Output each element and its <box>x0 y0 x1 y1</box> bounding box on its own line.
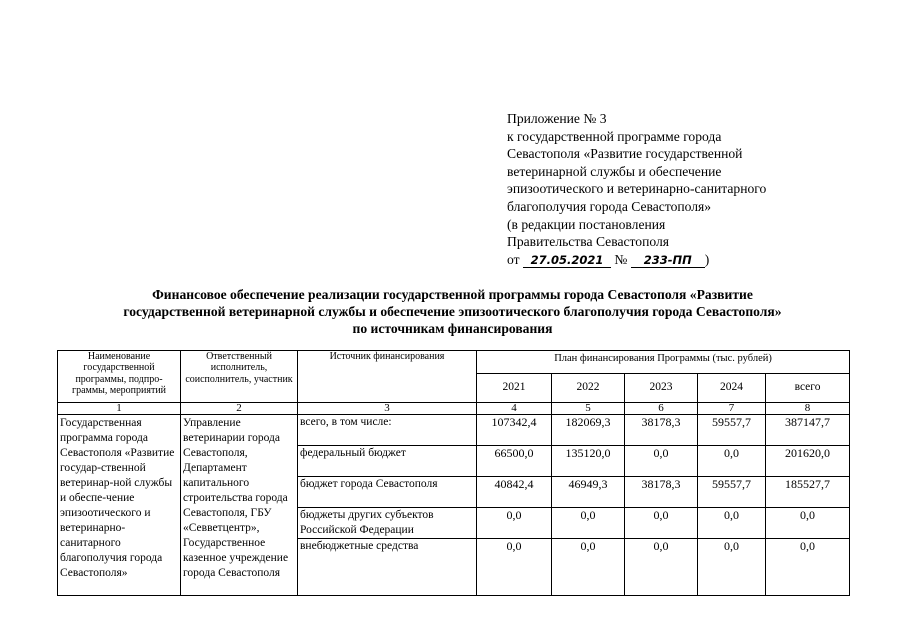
value-cell: 0,0 <box>698 539 766 596</box>
appendix-line: благополучия города Севастополя» <box>507 198 712 214</box>
value-cell: 0,0 <box>477 539 552 596</box>
year-cell: всего <box>766 374 850 403</box>
year-cell: 2021 <box>477 374 552 403</box>
column-number: 8 <box>766 403 850 415</box>
year-cell: 2024 <box>698 374 766 403</box>
column-number: 3 <box>298 403 477 415</box>
title-line: государственной ветеринарной службы и обеспечение эпизоотического благополучия города Севастополя» <box>123 304 782 319</box>
source-cell: федеральный бюджет <box>298 446 477 477</box>
appendix-line: ветеринарной службы и обеспечение <box>507 163 722 179</box>
source-cell: всего, в том числе: <box>298 415 477 446</box>
value-cell: 387147,7 <box>766 415 850 446</box>
column-number: 5 <box>552 403 625 415</box>
value-cell: 0,0 <box>625 508 698 539</box>
header-executor: Ответственный исполнитель, соисполнитель, участник <box>181 351 298 403</box>
appendix-line: Правительства Севастополя <box>507 234 670 250</box>
value-cell: 0,0 <box>477 508 552 539</box>
value-cell: 66500,0 <box>477 446 552 477</box>
appendix-line: (в редакции постановления <box>507 216 666 232</box>
value-cell: 59557,7 <box>698 415 766 446</box>
value-cell: 135120,0 <box>552 446 625 477</box>
column-number: 1 <box>58 403 181 415</box>
value-cell: 182069,3 <box>552 415 625 446</box>
executor-cell: Управление ветеринарии города Севастополя, Департамент капитального строительства города Севастополя, ГБУ «Севветцентр», Государственное казенное учреждение города Севастополя <box>181 415 298 596</box>
title-line: Финансовое обеспечение реализации государственной программы города Севастополя «Развитие <box>152 287 753 302</box>
column-number: 2 <box>181 403 298 415</box>
appendix-line: Севастополя «Развитие государственной <box>507 146 743 162</box>
financing-table <box>57 350 850 596</box>
value-cell: 185527,7 <box>766 477 850 508</box>
decree-reference-line <box>507 251 827 269</box>
value-cell: 0,0 <box>552 508 625 539</box>
decree-date: 27.05.2021 <box>523 253 611 268</box>
value-cell: 38178,3 <box>625 477 698 508</box>
column-number: 7 <box>698 403 766 415</box>
header-source: Источник финансирования <box>298 351 477 403</box>
value-cell: 0,0 <box>698 446 766 477</box>
column-number-row <box>58 403 850 415</box>
appendix-line: Приложение № 3 <box>507 111 607 126</box>
source-cell: бюджеты других субъектов Российской Федерации <box>298 508 477 539</box>
table-row <box>58 415 850 446</box>
value-cell: 40842,4 <box>477 477 552 508</box>
column-number: 4 <box>477 403 552 415</box>
value-cell: 0,0 <box>625 539 698 596</box>
title-line: по источникам финансирования <box>352 321 553 336</box>
appendix-line: эпизоотического и ветеринарно-санитарного <box>507 181 767 197</box>
source-cell: внебюджетные средства <box>298 539 477 596</box>
value-cell: 0,0 <box>766 508 850 539</box>
value-cell: 0,0 <box>552 539 625 596</box>
value-cell: 0,0 <box>625 446 698 477</box>
number-label: № <box>614 251 628 267</box>
value-cell: 0,0 <box>698 508 766 539</box>
decree-number: 233-ПП <box>631 253 705 268</box>
value-cell: 38178,3 <box>625 415 698 446</box>
value-cell: 59557,7 <box>698 477 766 508</box>
document-title <box>60 286 845 337</box>
value-cell: 107342,4 <box>477 415 552 446</box>
value-cell: 201620,0 <box>766 446 850 477</box>
header-name: Наименование государственной программы, подпро-граммы, мероприятий <box>58 351 181 403</box>
year-cell: 2022 <box>552 374 625 403</box>
header-plan: План финансирования Программы (тыс. рублей) <box>477 351 850 374</box>
year-cell: 2023 <box>625 374 698 403</box>
from-label: от <box>507 251 520 267</box>
value-cell: 46949,3 <box>552 477 625 508</box>
source-cell: бюджет города Севастополя <box>298 477 477 508</box>
column-number: 6 <box>625 403 698 415</box>
header-row <box>58 351 850 374</box>
value-cell: 0,0 <box>766 539 850 596</box>
appendix-block <box>507 110 827 268</box>
appendix-line: к государственной программе города <box>507 128 722 144</box>
program-name-cell: Государственная программа города Севастополя «Развитие государ-ственной ветеринар-ной службы и обеспе-чение эпизоотического и ветеринарно-санитарного благополучия города Севастополя» <box>58 415 181 596</box>
close-paren: ) <box>704 251 710 267</box>
